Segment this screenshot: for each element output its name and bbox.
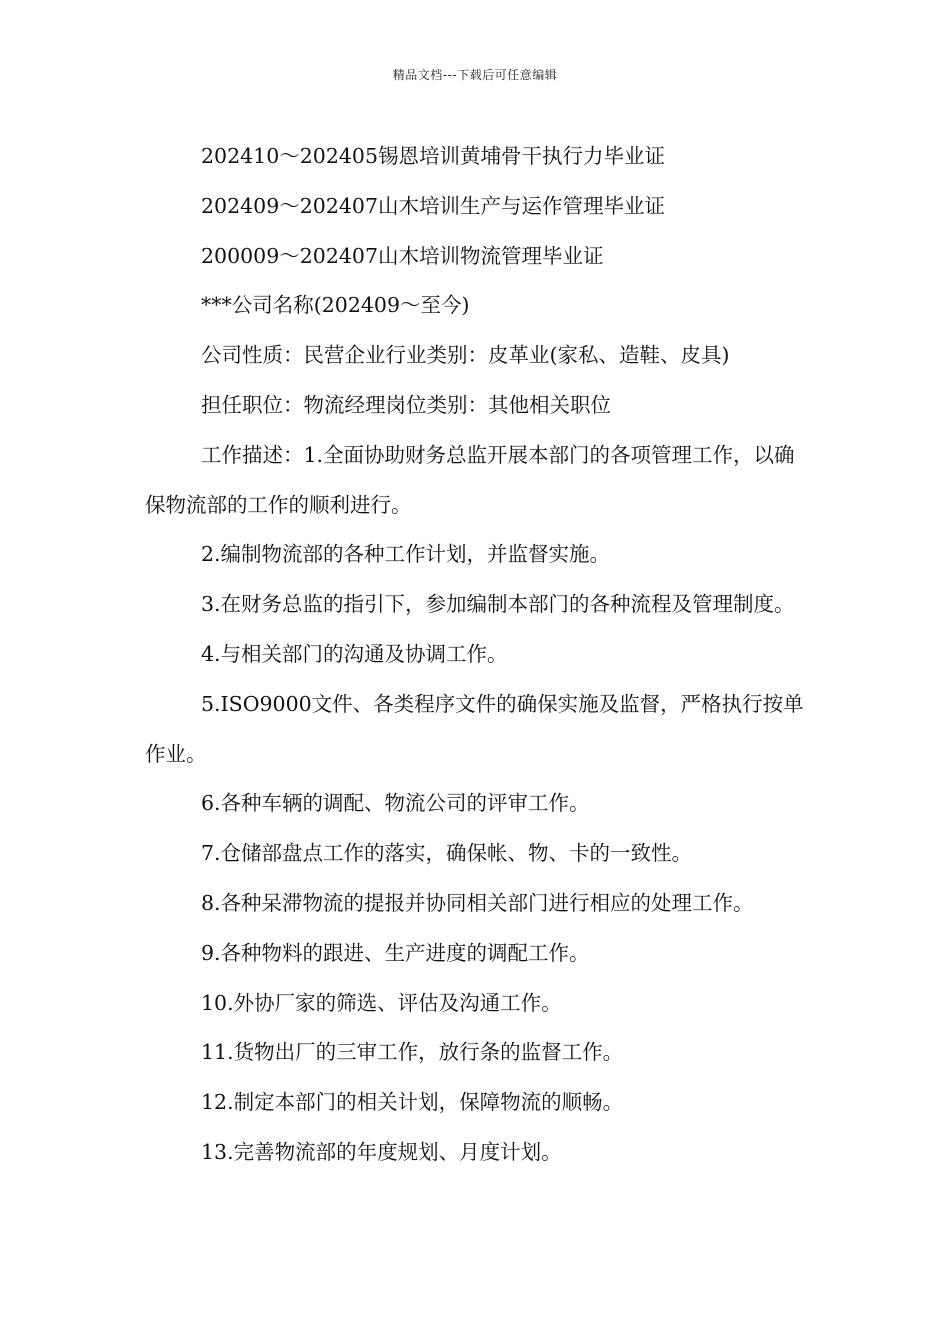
paragraph-duty-5: 5.ISO9000文件、各类程序文件的确保实施及监督，严格执行按单作业。 [145, 691, 804, 766]
paragraph-duty-7: 7.仓储部盘点工作的落实，确保帐、物、卡的一致性。 [201, 841, 693, 866]
paragraph-duty-4: 4.与相关部门的沟通及协调工作。 [201, 641, 508, 666]
paragraph-company-nature: 公司性质：民营企业行业类别：皮革业(家私、造鞋、皮具) [201, 343, 730, 368]
paragraph-duty-13: 13.完善物流部的年度规划、月度计划。 [201, 1139, 562, 1164]
page-header: 精品文档---下载后可任意编辑 [392, 68, 558, 82]
paragraph-duty-9: 9.各种物料的跟进、生产进度的调配工作。 [201, 940, 590, 965]
paragraph-training-1: 202410～202405锡恩培训黄埔骨干执行力毕业证 [201, 144, 666, 168]
document-body [145, 132, 810, 1178]
paragraph-duty-8: 8.各种呆滞物流的提报并协同相关部门进行相应的处理工作。 [201, 890, 754, 915]
paragraph-training-2: 202409～202407山木培训生产与运作管理毕业证 [201, 193, 666, 218]
paragraph-training-3: 200009～202407山木培训物流管理毕业证 [201, 243, 604, 268]
paragraph-duty-3: 3.在财务总监的指引下，参加编制本部门的各种流程及管理制度。 [201, 592, 795, 617]
paragraph-duty-1: 工作描述：1.全面协助财务总监开展本部门的各项管理工作，以确保物流部的工作的顺利进行。 [145, 442, 795, 517]
paragraph-duty-2: 2.编制物流部的各种工作计划，并监督实施。 [201, 542, 611, 567]
paragraph-position: 担任职位：物流经理岗位类别：其他相关职位 [201, 392, 611, 417]
paragraph-duty-6: 6.各种车辆的调配、物流公司的评审工作。 [201, 791, 590, 816]
paragraph-company-name: ***公司名称(202409～至今) [201, 293, 470, 318]
paragraph-duty-12: 12.制定本部门的相关计划，保障物流的顺畅。 [201, 1090, 624, 1115]
paragraph-duty-10: 10.外协厂家的筛选、评估及沟通工作。 [201, 990, 562, 1015]
paragraph-duty-11: 11.货物出厂的三审工作，放行条的监督工作。 [201, 1040, 624, 1065]
